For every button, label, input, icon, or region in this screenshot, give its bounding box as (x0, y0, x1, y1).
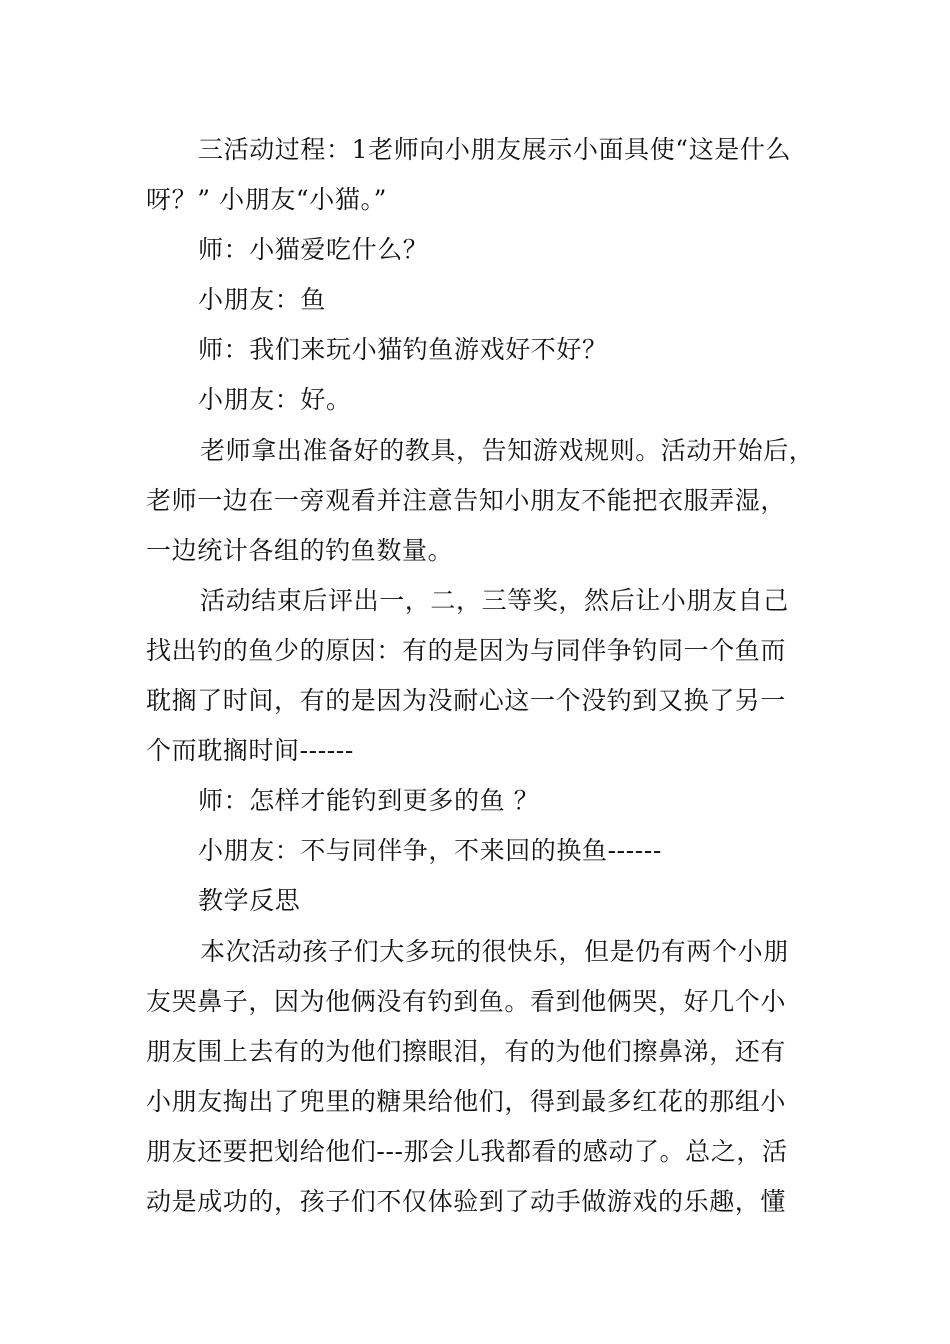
text-line: 友哭鼻子，因为他俩没有钓到鱼。看到他俩哭，好几个小 (146, 987, 787, 1016)
text-line: 一边统计各组的钓鱼数量。 (146, 536, 454, 565)
text-line: 耽搁了时间，有的是因为没耐心这一个没钓到又换了另一 (146, 686, 787, 715)
text-line: 小朋友：好。 (198, 385, 352, 414)
text-line: 小朋友掏出了兜里的糖果给他们，得到最多红花的那组小 (146, 1087, 787, 1116)
text-line: 本次活动孩子们大多玩的很快乐，但是仍有两个小朋 (200, 937, 789, 966)
text-line: 三活动过程：1老师向小朋友展示小面具使“这是什么 (198, 135, 792, 164)
text-line: 朋友围上去有的为他们擦眼泪，有的为他们擦鼻涕，还有 (146, 1037, 787, 1066)
section-heading: 教学反思 (198, 886, 301, 915)
text-line: 小朋友：鱼 (198, 285, 327, 314)
text-line: 小朋友：不与同伴争，不来回的换鱼------ (198, 836, 662, 865)
text-line: 朋友还要把划给他们---那会儿我都看的感动了。总之，活 (146, 1137, 788, 1166)
text-line: 师：小猫爱吃什么？ (198, 235, 429, 264)
text-line: 老师一边在一旁观看并注意告知小朋友不能把衣服弄湿， (146, 486, 787, 515)
text-line: 呀？” 小朋友“小猫。” (146, 185, 387, 214)
text-line: 活动结束后评出一，二，三等奖，然后让小朋友自己 (200, 586, 789, 615)
text-line: 个而耽搁时间------ (146, 736, 354, 765)
text-line: 动是成功的，孩子们不仅体验到了动手做游戏的乐趣，懂 (146, 1187, 787, 1216)
text-line: 老师拿出准备好的教具，告知游戏规则。活动开始后， (200, 436, 815, 465)
text-line: 找出钓的鱼少的原因：有的是因为与同伴争钓同一个鱼而 (146, 636, 787, 665)
text-line: 师：怎样才能钓到更多的鱼 ？ (198, 786, 540, 815)
text-line: 师：我们来玩小猫钓鱼游戏好不好？ (198, 335, 608, 364)
